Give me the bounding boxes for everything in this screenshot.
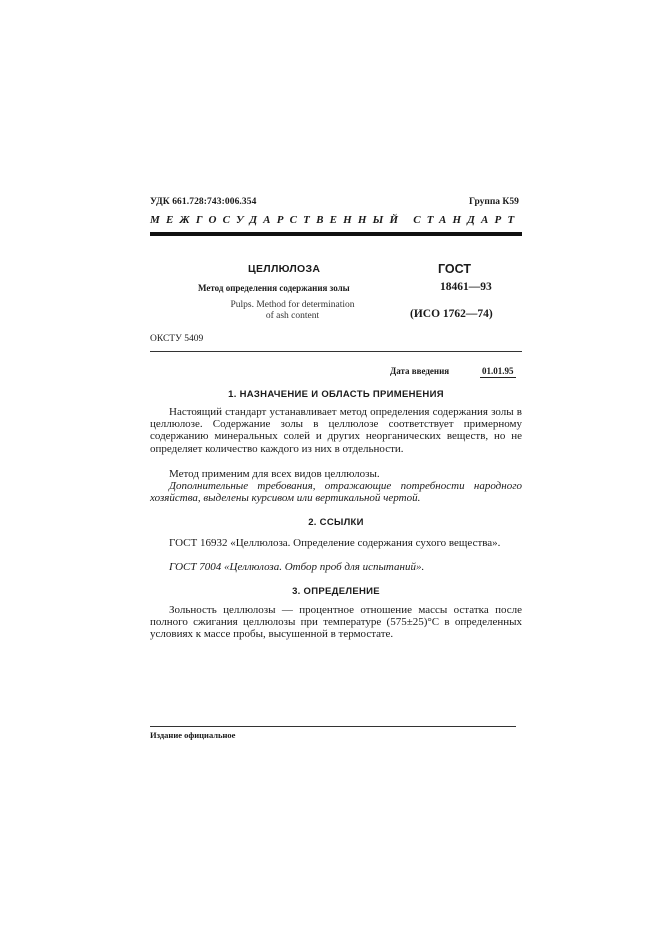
document-subtitle: Метод определения содержания золы	[198, 283, 350, 293]
section-2-heading: 2. ССЫЛКИ	[308, 517, 364, 528]
edition-label: Издание официальное	[150, 730, 236, 740]
header-rule	[150, 232, 522, 236]
gost-number: 18461—93	[440, 281, 492, 293]
section-2-paragraph-1: ГОСТ 16932 «Целлюлоза. Определение содержания сухого вещества».	[169, 537, 501, 549]
footer-rule	[150, 726, 516, 727]
section-1-paragraph-3: Дополнительные требования, отражающие потребности народного хозяйства, выделены курсивом или вертикальной чертой.	[150, 480, 522, 505]
english-title-line-1: Pulps. Method for determination	[230, 300, 355, 310]
date-value: 01.01.95	[482, 366, 514, 376]
section-1-heading: 1. НАЗНАЧЕНИЕ И ОБЛАСТЬ ПРИМЕНЕНИЯ	[228, 389, 444, 400]
oksty-code: ОКСТУ 5409	[150, 334, 204, 344]
title-rule	[150, 351, 522, 352]
section-1-paragraph-1: Настоящий стандарт устанавливает метод определения содержания золы в целлюлозе. Содержание золы в целлюлозе соответствует примерному содержанию минеральных солей и других неорганических веществ, но не определяет количество каждого из них в отдельности.	[150, 406, 522, 455]
iso-reference: (ИСО 1762—74)	[410, 308, 493, 320]
gost-label: ГОСТ	[438, 262, 471, 276]
section-2-paragraph-2: ГОСТ 7004 «Целлюлоза. Отбор проб для испытаний».	[169, 561, 425, 573]
section-3-heading: 3. ОПРЕДЕЛЕНИЕ	[292, 586, 380, 597]
interstate-standard-label: МЕЖГОСУДАРСТВЕННЫЙ СТАНДАРТ	[150, 214, 521, 226]
english-title-line-2: of ash content	[265, 311, 320, 321]
date-label: Дата введения	[390, 366, 450, 376]
section-3-paragraph-1: Зольность целлюлозы — процентное отношение массы остатка после полного сжигания целлюлозы при температуре (575±25)°С в определенных условиях к массе пробы, высушенной в термостате.	[150, 604, 522, 641]
section-1-paragraph-2: Метод применим для всех видов целлюлозы.	[169, 468, 380, 480]
english-title	[210, 300, 375, 322]
document-title: ЦЕЛЛЮЛОЗА	[248, 263, 321, 275]
udk-code: УДК 661.728:743:006.354	[150, 197, 257, 207]
group-code: Группа К59	[469, 197, 519, 207]
